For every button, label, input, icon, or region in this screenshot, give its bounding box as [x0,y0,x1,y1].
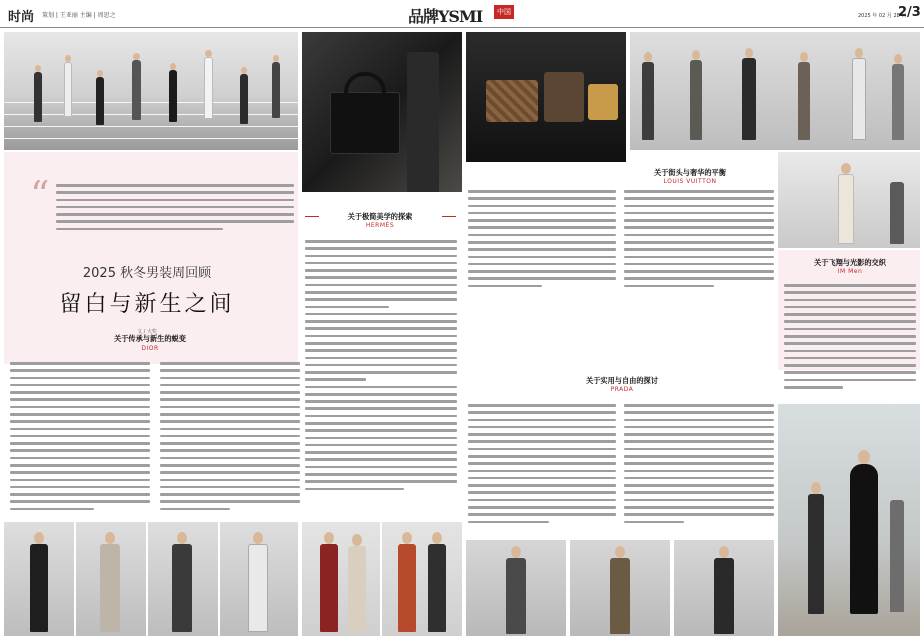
feature-title [30,262,264,335]
article-title-lv: 关于街头与奢华的平衡 [654,168,726,177]
article-brand-dior: DIOR [141,345,159,352]
im-men-runway-photo [778,404,920,636]
prada-column-1 [468,404,616,534]
bottom-photo-5 [302,522,380,636]
lv-column-2 [624,190,774,300]
page-number: 2/3 [898,5,921,20]
article-brand-prada: PRADA [610,386,634,393]
louis-vuitton-bags-photo [466,32,626,162]
hermes-bag-photo [302,32,462,192]
im-men-column [784,284,916,400]
bottom-photo-6 [382,522,462,636]
section-name: 时尚 [8,10,35,25]
hermes-column [305,240,457,518]
bottom-photo-1 [4,522,74,636]
article-title-im-men: 关于飞翔与光影的交织 [814,258,886,267]
article-title-dior: 关于传承与新生的蜕变 [114,334,186,343]
feature-title-line2: 留白与新生之间 [59,292,235,317]
quote-mark: “ [30,173,50,217]
page-header [0,0,924,28]
editor-credits: 策划 | 王亚丽 主编 | 周思之 [42,12,116,19]
bottom-photo-3 [148,522,218,636]
hermes-rule-right [442,216,456,217]
article-brand-hermes: HERMÈS [365,222,395,229]
dior-runway-photo [4,32,298,150]
article-title-prada: 关于实用与自由的探讨 [586,376,658,385]
dior-column-1 [10,362,150,518]
issue-date: 2025 年 02 月 28 日 [858,13,907,19]
masthead-logo: 品牌YSMI [408,7,483,26]
feature-byline: 文 / 大奖 [137,329,157,335]
feature-title-line1: 2025 秋冬男装周回顾 [82,266,212,281]
bottom-photo-9 [674,540,774,636]
bottom-photo-4 [220,522,298,636]
masthead-badge: 中国 [494,5,514,19]
bottom-photo-2 [76,522,146,636]
prada-column-2 [624,404,774,534]
bottom-photo-8 [570,540,670,636]
article-brand-im-men: IM Men [837,268,863,275]
prada-runway-photo [630,32,920,150]
lv-column-1 [468,190,616,300]
dior-column-2 [160,362,300,518]
im-men-top-photo [778,152,920,248]
feature-intro-text [56,184,294,244]
article-title-hermes: 关于极简美学的探索 [347,212,413,221]
article-brand-lv: LOUIS VUITTON [663,178,717,185]
bottom-photo-7 [466,540,566,636]
hermes-rule [305,216,319,217]
